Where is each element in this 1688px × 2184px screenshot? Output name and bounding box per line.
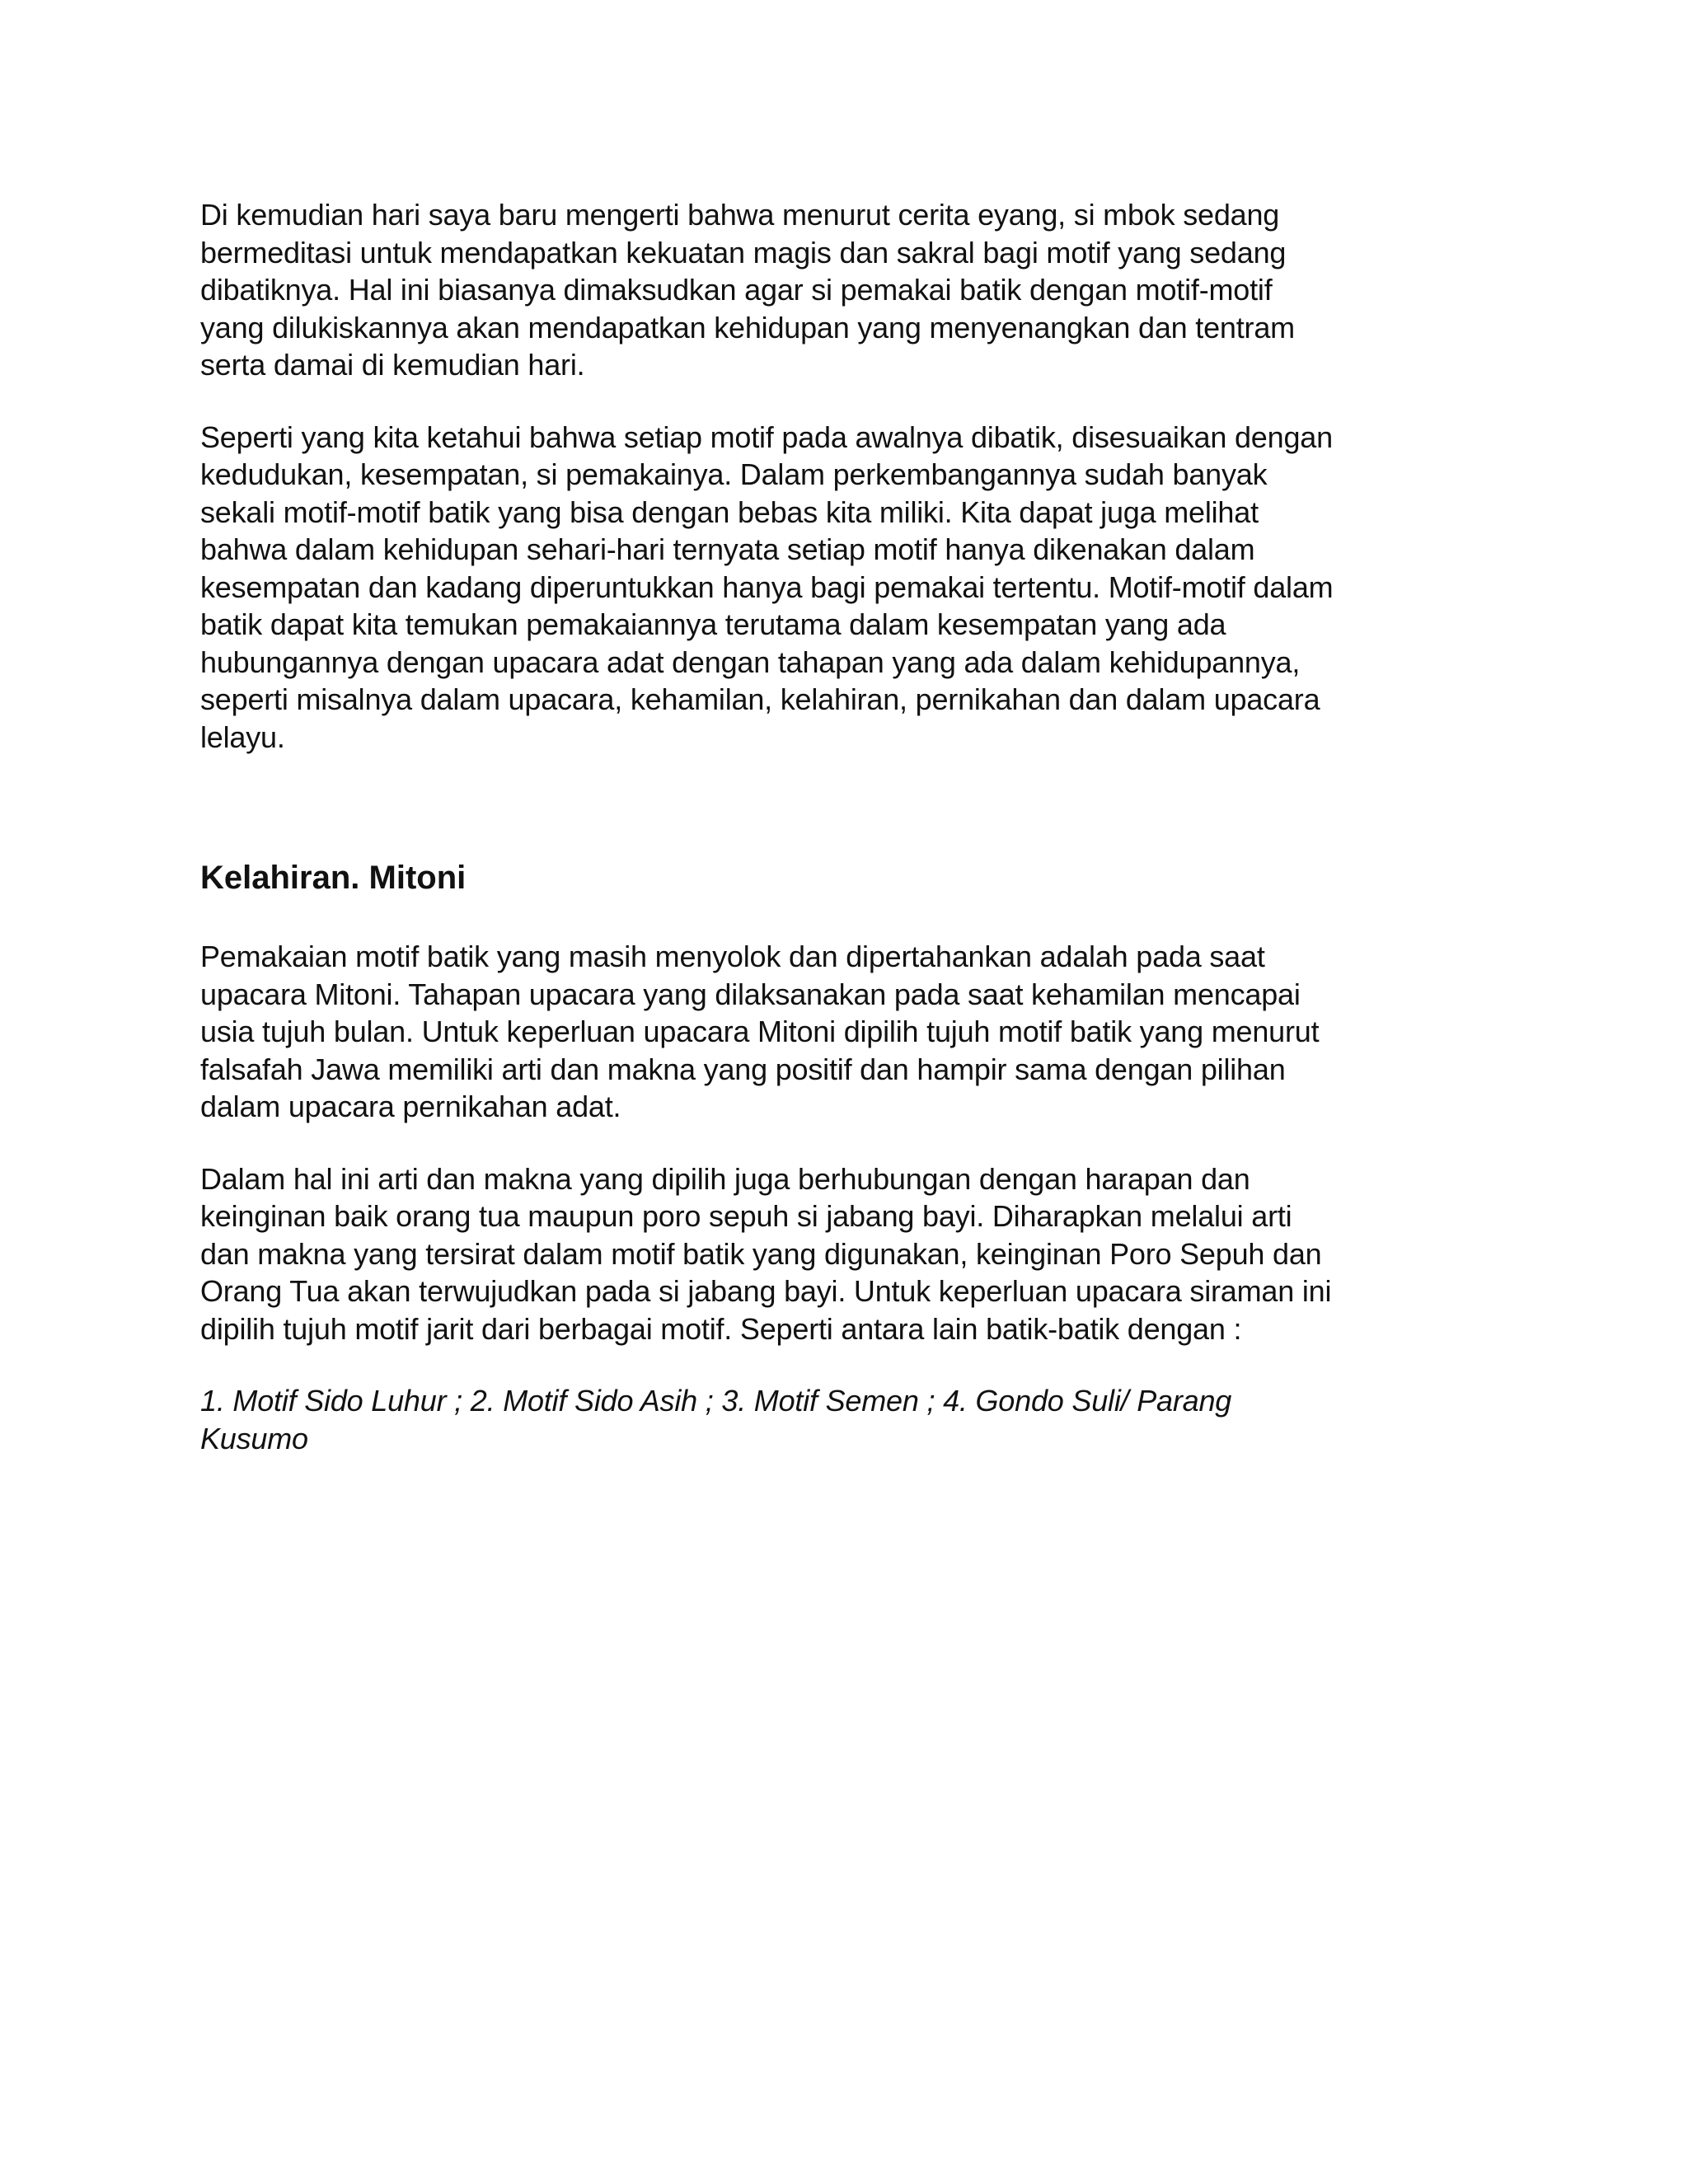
document-body — [200, 196, 1494, 1457]
section-heading: Kelahiran. Mitoni — [200, 860, 467, 896]
motif-list: 1. Motif Sido Luhur ; 2. Motif Sido Asih ; 3. Motif Semen ; 4. Gondo Suli/ Parang Kusumo — [200, 1384, 1232, 1455]
paragraph-hope: Dalam hal ini arti dan makna yang dipilih juga berhubungan dengan harapan dan keinginan baik orang tua maupun poro sepuh si jabang bayi. Diharapkan melalui arti dan makna yang tersirat dalam motif batik yang digunakan, keinginan Poro Sepuh dan Orang Tua akan terwujudkan pada si jabang bayi. Untuk keperluan upacara siraman ini dipilih tujuh motif jarit dari berbagai motif. Seperti antara lain batik-batik dengan : — [200, 1161, 1332, 1346]
paragraph-motif-usage: Seperti yang kita ketahui bahwa setiap motif pada awalnya dibatik, disesuaikan dengan kedudukan, kesempatan, si pemakainya. Dalam perkembangannya sudah banyak sekali motif-motif batik yang bisa dengan bebas kita miliki. Kita dapat juga melihat bahwa dalam kehidupan sehari-hari ternyata setiap motif hanya dikenakan dalam kesempatan dan kadang diperuntukkan hanya bagi pemakai tertentu. Motif-motif dalam batik dapat kita temukan pemakaiannya terutama dalam kesempatan yang ada hubungannya dengan upacara adat dengan tahapan yang ada dalam kehidupannya, seperti misalnya dalam upacara, kehamilan, kelahiran, pernikahan dan dalam upacara lelayu. — [200, 419, 1334, 754]
paragraph-mitoni: Pemakaian motif batik yang masih menyolok dan dipertahankan adalah pada saat upacara Mitoni. Tahapan upacara yang dilaksanakan pada saat kehamilan mencapai usia tujuh bulan. Untuk keperluan upacara Mitoni dipilih tujuh motif batik yang menurut falsafah Jawa memiliki arti dan makna yang positif dan hampir sama dengan pilihan dalam upacara pernikahan adat. — [200, 940, 1320, 1123]
paragraph-meditation: Di kemudian hari saya baru mengerti bahwa menurut cerita eyang, si mbok sedang bermeditasi untuk mendapatkan kekuatan magis dan sakral bagi motif yang sedang dibatiknya. Hal ini biasanya dimaksudkan agar si pemakai batik dengan motif-motif yang dilukiskannya akan mendapatkan kehidupan yang menyenangkan dan tentram serta damai di kemudian hari. — [200, 198, 1295, 382]
